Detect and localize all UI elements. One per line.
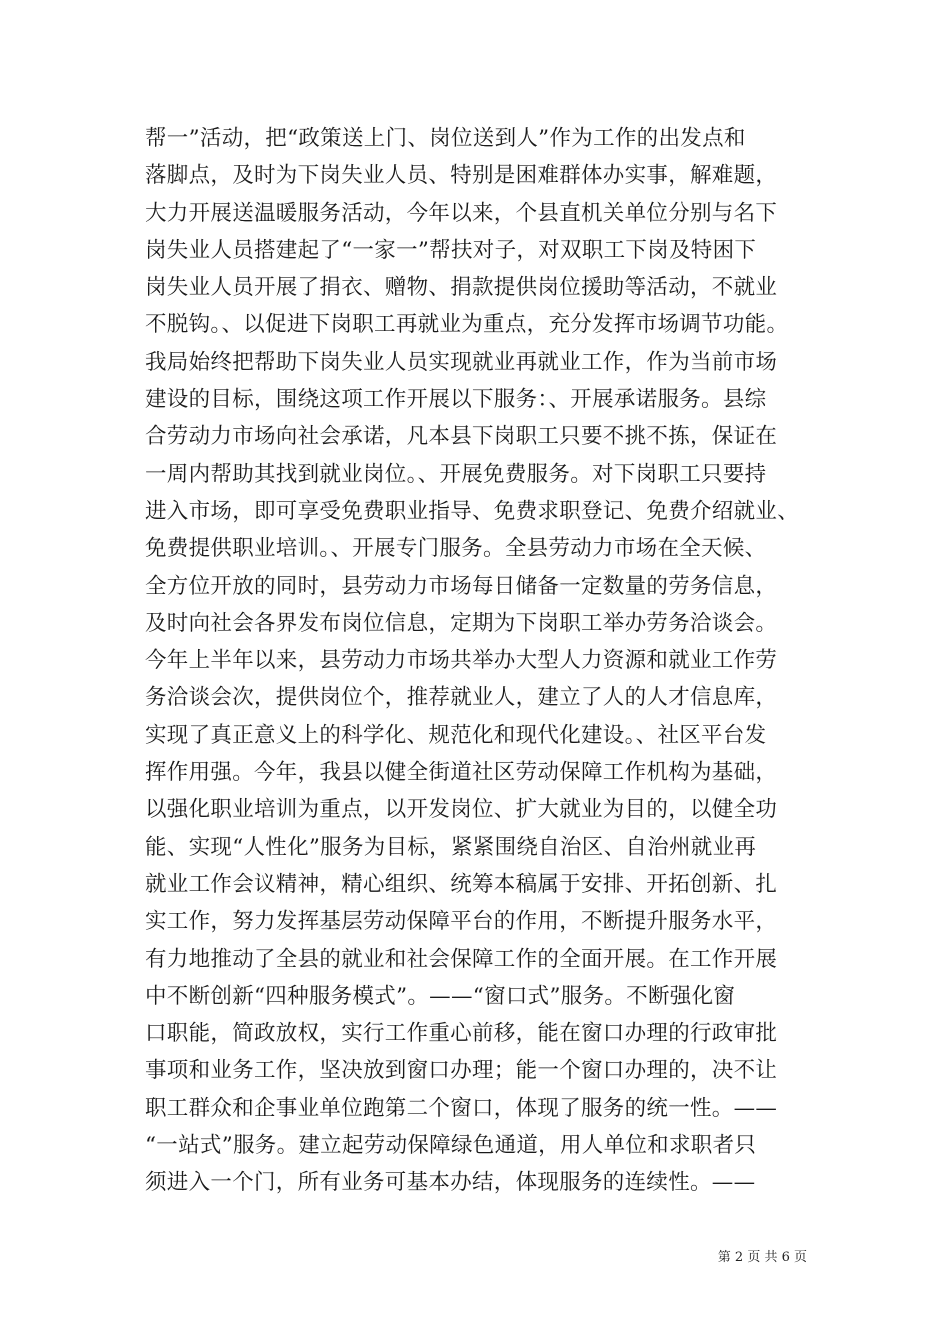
- text-line: 岗失业人员搭建起了“一家一”帮扶对子，对双职工下岗及特困下: [145, 237, 757, 263]
- text-line: 一周内帮助其找到就业岗位。、开展免费服务。对下岗职工只要持: [145, 461, 767, 487]
- text-line: 能、实现“人性化”服务为目标，紧紧围绕自治区、自治州就业再: [145, 834, 757, 860]
- text-line: 务洽谈会次，提供岗位个，推荐就业人，建立了人的人才信息库，: [145, 685, 778, 711]
- text-line: 挥作用强。今年，我县以健全街道社区劳动保障工作机构为基础，: [145, 760, 778, 786]
- text-line: 免费提供职业培训。、开展专门服务。全县劳动力市场在全天候、: [145, 536, 767, 562]
- text-line: 大力开展送温暖服务活动，今年以来，个县直机关单位分别与名下: [145, 200, 778, 226]
- text-line: 全方位开放的同时，县劳动力市场每日储备一定数量的劳务信息，: [145, 573, 778, 599]
- body-text: [145, 120, 825, 1202]
- text-line: 我局始终把帮助下岗失业人员实现就业再就业工作，作为当前市场: [145, 349, 778, 375]
- text-line: 事项和业务工作，坚决放到窗口办理；能一个窗口办理的，决不让: [145, 1058, 778, 1084]
- text-line: 实现了真正意义上的科学化、规范化和现代化建设。、社区平台发: [145, 722, 767, 748]
- text-line: 及时向社会各界发布岗位信息，定期为下岗职工举办劳务洽谈会。: [145, 610, 778, 636]
- text-line: 合劳动力市场向社会承诺，凡本县下岗职工只要不挑不拣，保证在: [145, 424, 778, 450]
- text-line: 以强化职业培训为重点，以开发岗位、扩大就业为目的，以健全功: [145, 797, 778, 823]
- text-line: “一站式”服务。建立起劳动保障绿色通道，用人单位和求职者只: [145, 1133, 757, 1159]
- text-line: 有力地推动了全县的就业和社会保障工作的全面开展。在工作开展: [145, 946, 778, 972]
- page-number: 第 2 页 共 6 页: [717, 1250, 807, 1265]
- text-line: 落脚点，及时为下岗失业人员、特别是困难群体办实事，解难题，: [145, 163, 778, 189]
- text-line: 岗失业人员开展了捐衣、赠物、捐款提供岗位援助等活动，不就业: [145, 275, 778, 301]
- text-line: 不脱钩。、以促进下岗职工再就业为重点，充分发挥市场调节功能。: [145, 312, 789, 338]
- text-line: 实工作，努力发挥基层劳动保障平台的作用，不断提升服务水平，: [145, 909, 778, 935]
- text-line: 帮一”活动，把“政策送上门、岗位送到人”作为工作的出发点和: [145, 126, 746, 151]
- text-line: 须进入一个门，所有业务可基本办结，体现服务的连续性。——: [145, 1170, 756, 1196]
- text-line: 职工群众和企事业单位跑第二个窗口，体现了服务的统一性。——: [145, 1095, 778, 1121]
- text-line: 就业工作会议精神，精心组织、统筹本稿属于安排、开拓创新、扎: [145, 871, 778, 897]
- text-line: 今年上半年以来，县劳动力市场共举办大型人力资源和就业工作劳: [145, 648, 778, 674]
- text-line: 中不断创新“四种服务模式”。——“窗口式”服务。不断强化窗: [145, 983, 736, 1009]
- text-line: 建设的目标，围绕这项工作开展以下服务：、开展承诺服务。县综: [145, 387, 767, 413]
- text-line: 口职能，简政放权，实行工作重心前移，能在窗口办理的行政审批: [145, 1021, 778, 1047]
- text-line: 进入市场，即可享受免费职业指导、免费求职登记、免费介绍就业、: [145, 498, 800, 524]
